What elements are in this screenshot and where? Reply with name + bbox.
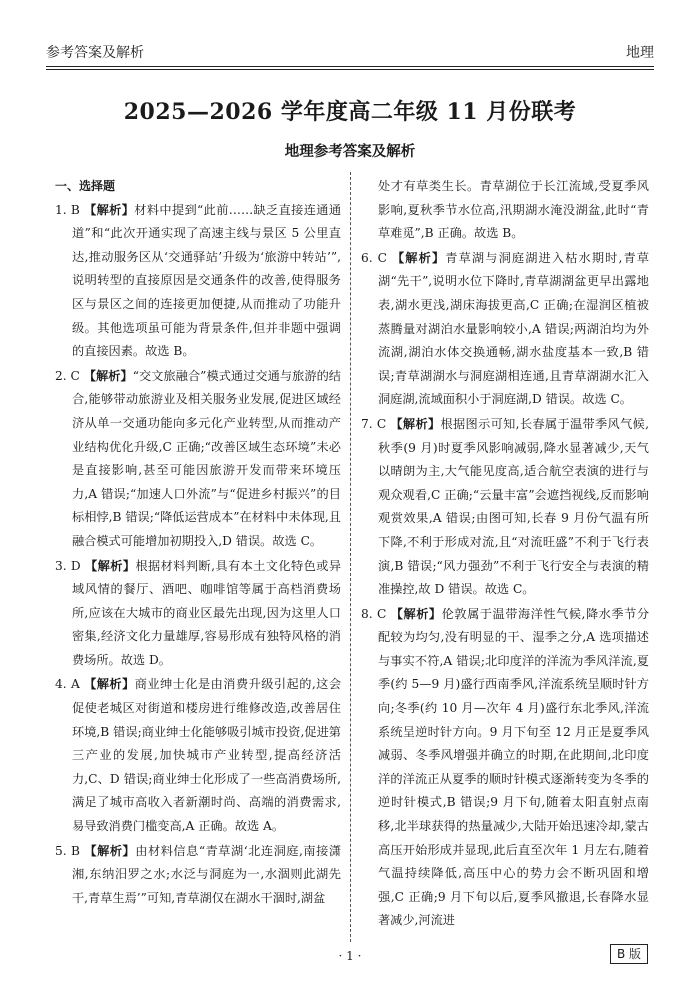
answer-text: 商业绅士化是由消费升级引起的,这会促使老城区对街道和楼房进行维修改造,改善居住环境,B 错误;商业绅士化能够吸引城市投资,促进第三产业的发展,加快城市产业转型,提高经济活力,C、D 错误;商业绅士化形成了一些高消费场所,满足了城市高收入者新潮时尚、高端的消费需求,易导致消费门槛变高,A 正确。故选 A。 [72,677,342,834]
answer-item [55,840,341,911]
answer-text: 处才有草类生长。青草湖位于长江流域,受夏季风影响,夏秋季节水位高,汛期湖水淹没湖盆,此时“青草难觅”,B 正确。故选 B。 [378,179,649,241]
answer-number: 8. C [361,606,387,621]
answer-item [361,247,649,412]
answer-number: 6. C [361,250,387,265]
answer-number: 5. B [55,843,80,858]
answer-item [361,413,649,602]
analysis-tag: 【解析】 [83,368,133,383]
header-doc-type: 参考答案及解析 [46,45,144,61]
analysis-tag: 【解析】 [390,416,441,431]
answer-text: 由材料信息“青草湖‘北连洞庭,南接潇湘,东纳汨罗之水;水泛与洞庭为一,水涸则此湖先干,青草生焉’”可知,青草湖仅在湖水干涸时,湖盆 [72,843,342,905]
answer-text: 伦敦属于温带海洋性气候,降水季节分配较为均匀,没有明显的干、湿季之分,A 选项描述与事实不符,A 错误;北印度洋的洋流为季风洋流,夏季(约 5—9 月)盛行西南季风,洋流系统呈顺时针方向;冬季(约 10 月—次年 4 月)盛行东北季风,洋流系统呈逆时针方向。9 月下旬至 12 月正是夏季风减弱、冬季风增强并确立的时期,在此期间,北印度洋的洋流正从夏季的顺时针模式逐渐转变为冬季的逆时针模式,B 错误;9 月下旬,随着太阳直射点南移,北半球获得的热量减少,大陆开始迅速冷却,蒙古高压开始形成并显现,此后直至次年 1 月左右,随着气温持续降低,高压中心的势力会不断巩固和增强,C 正确;9 月下旬以后,夏季风撤退,长春降水显著减少,河流进 [378,606,650,928]
answer-item [55,555,341,673]
answer-item [361,175,649,246]
answer-text: 根据图示可知,长春属于温带季风气候,秋季(9 月)时夏季风影响减弱,降水显著减少,天气以晴朗为主,大气能见度高,适合航空表演的进行与观众观看,C 正确;“云量丰富”会遮挡视线,反而影响观赏效果,A 错误;由图可知,长春 9 月份气温有所下降,不利于形成对流,且“对流旺盛”不利于飞行表演,B 错误;“风力强劲”不利于飞行安全与表演的精准操控,故 D 错误。故选 C。 [378,416,650,597]
page-number: · 1 · [338,949,362,963]
answer-item [55,365,341,554]
header-subject: 地理 [626,45,654,61]
page-title: 2025—2026 学年度高二年级 11 月份联考 [123,99,577,125]
analysis-tag: 【解析】 [390,606,442,621]
answer-number: 2. C [55,368,80,383]
page-header [46,38,654,64]
analysis-tag: 【解析】 [84,843,136,858]
answer-text: 根据材料判断,具有本土文化特色或异域风情的餐厅、酒吧、咖啡馆等属于高档消费场所,应该在大城市的商业区最先出现,因为这里人口密集,经济文化力量雄厚,容易形成有独特风格的消费场所。故选 D。 [72,558,342,667]
header-divider-thin [46,69,654,70]
left-column [55,175,341,911]
answer-number: 3. D [55,558,81,573]
section-heading: 一、选择题 [55,179,116,193]
answer-number: 4. A [55,677,80,692]
answer-text: “交文旅融合”模式通过交通与旅游的结合,能够带动旅游业及相关服务业发展,促进区域经济从单一交通功能向多元化产业转型,从而推动产业结构优化升级,C 正确;“改善区域生态环境”未必是直接影响,甚至可能因旅游开发而带来环境压力,A 错误;“加速人口外流”与“促进乡村振兴”的目标相悖,B 错误;“降低运营成本”在材料中未体现,且融合模式可能增加初期投入,D 错误。故选 C。 [72,368,341,548]
right-column [361,175,649,934]
answer-item [55,199,341,364]
analysis-tag: 【解析】 [84,677,135,692]
analysis-tag: 【解析】 [391,250,446,265]
analysis-tag: 【解析】 [84,202,135,217]
answer-text: 青草湖与洞庭湖进入枯水期时,青草湖“先干”,说明水位下降时,青草湖湖盆更早出露地表,湖水更浅,湖床海拔更高,C 正确;在湿润区植被蒸腾量对湖泊水量影响较小,A 错误;两湖泊均为外流湖,湖泊水体交换通畅,湖水盐度基本一致,B 错误;青草湖湖水与洞庭湖相连通,且青草湖湖水汇入洞庭湖,流域面积小于洞庭湖,D 错误。故选 C。 [378,250,650,407]
header-divider [46,66,654,67]
answer-number: 7. C [361,416,387,431]
page-subtitle: 地理参考答案及解析 [284,144,416,160]
answer-item [55,673,341,838]
answer-text: 材料中提到“此前……缺乏直接连通通道”和“此次开通实现了高速主线与景区 5 公里直达,推动服务区从‘交通驿站’升级为‘旅游中转站’”,说明转型的直接原因是交通条件的改善,使得服务区与景区之间的连接更加便捷,从而推动了功能升级。其他选项虽可能为背景条件,但并非题中强调的直接因素。故选 B。 [72,202,342,359]
answer-item [361,603,649,933]
answer-number: 1. B [55,202,80,217]
column-divider [350,172,351,942]
version-badge: B 版 [610,944,648,964]
analysis-tag: 【解析】 [85,558,136,573]
